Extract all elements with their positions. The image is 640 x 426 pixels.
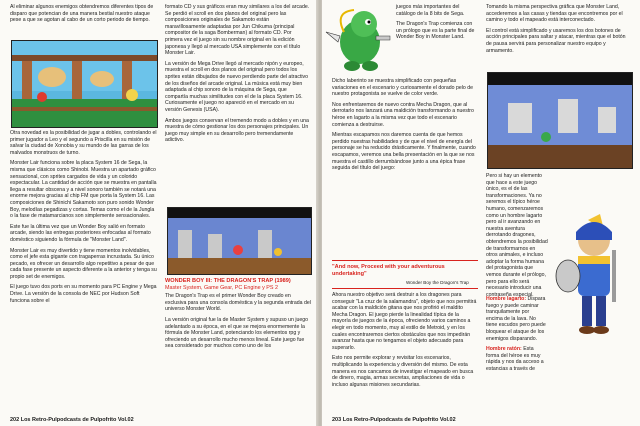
paragraph: formato CD y sus gráficos eran muy similares a los del arcade. Se perdió el scroll en dos planos del original pero las composiciones originales de Sakamoto están maravillosamente adaptadas por Jun Chikuma (principal compositor de la saga Bomberman) al formato CD. Por primera vez el juego sin su nombre original en la edición japonesa y llegó al mercado USA simplemente con el título Monster Lair. <box>165 4 310 57</box>
paragraph <box>486 346 546 372</box>
platforms-line: Master System, Game Gear, PC Engine y PS 2 <box>165 284 278 291</box>
highlight-text: Dispara fuego y puede caminar tranquilamente por encima de la lava. No tiene escudos pero puede bloquear el ataque de los enemigos disparando. <box>486 296 546 342</box>
paragraph: The Dragon's Trap es el primer Wonder Boy creado en exclusiva para una consola doméstica y la segunda entrada del universo Monster World. <box>165 293 311 313</box>
paragraph: Dicho laberinto se muestra simplificado con pequeñas variaciones en el escenario y curiosamente el dorado pelo de nuestro protagonista se vuelve de color verde. <box>332 78 474 98</box>
right-page <box>322 0 640 426</box>
paragraph: Monster Lair es muy divertido y tiene momentos inolvidables, como el jefe esta gigante con tragaperras incrustada. Su único pecado, es ofrecer un desarrollo algo repetitivo a pesar de que cada fase presente un aspecto diferente a la anterior y tenga su propio set de enemigos. <box>10 247 157 280</box>
paragraph: Pero si hay un elemento que hace a este juego único, es el de las transformaciones. Ya no seremos el típico héroe humano, comenzaremos como un hombre lagarto pero al ir avanzando en nuestra aventura derrotando dragones, obtendremos la posibilidad de transformarnos en otros animales, e incluso adoptar la forma humana del protagonista que vemos durante el prólogo, pero para ello será necesario introducir una contraseña especial. <box>486 173 548 298</box>
left-column-1 <box>10 4 158 28</box>
section-title: WONDER BOY III: THE DRAGON'S TRAP (1989) <box>165 278 291 284</box>
paragraph: El juego tuvo dos ports en su momento para PC Engine y Mega Drive. La versión de la consola de NEC por Hudson Soft funciona sobre el <box>10 284 157 304</box>
highlight-title: Hombre lagarto: <box>486 296 527 302</box>
right-column-2-body <box>486 173 548 302</box>
right-column-1-body <box>332 78 478 176</box>
highlight-text: Esta forma del héroe es muy rápida y nos da acceso a estancias a través de <box>486 346 544 372</box>
paragraph <box>486 296 546 342</box>
monster-lair-screenshot <box>11 40 158 128</box>
paragraph: Nos enfrentaremos de nuevo contra Mecha Dragon, que al derrotarlo nos lanzará una maldición transformando a nuestro héroe en lagarto a la misma vez que todo el escenario comienza a destruirse. <box>332 101 474 128</box>
divider <box>332 260 478 261</box>
paragraph: Ahora nuestro objetivo será destruir a los dragones para conseguir "La cruz de la salamandra", objeto que nos permitirá acabar con la maldición gitana que nos profirió el maldito Mecha Dragon. El juego pierde la linealidad típica de la mayoría de juegos de la época, ofreciendo varios caminos a elegir en todo momento, muy al estilo de Metroid, y en los cuales encontraremos ciertos obstáculos que nos impedirán avanzar hasta que no tengamos el objeto adecuado para superarlo. <box>332 292 477 351</box>
paragraph: Al eliminar algunos enemigos obtendremos diferentes tipos de disparo que potencian de una manera bestial nuestro ataque pese a que se agotan al cabo de un corto periodo de tiempo. <box>10 4 154 24</box>
right-column-2 <box>486 4 632 58</box>
paragraph: La versión de Mega Drive llegó al mercado nipón y europeo, muestra el scroll en dos planos del original pero todos los sprites están dibujados de nuevo perdiendo parte del atractivo de los diseños del arcade original. La música está muy bien adaptada al chip sonoro de la máquina de Sega, que compartía muchas similitudes con el de la placa System 16. Curiosamente el juego no apareció en el mercado en su versión Genesis (USA). <box>165 60 309 113</box>
page-footer: 202 Los Retro-Pulpodcasts de Pulpofrito Vol.02 <box>10 417 134 423</box>
dragons-trap-screenshot <box>167 207 312 275</box>
paragraph: Ambos juegos conservan el tremendo modo a dobles y en una muestra de cómo gestionar los dos personajes principales. Un juego muy simple en su desarrollo pero tremendamente adictivo. <box>165 117 309 144</box>
lizard-man-character-art <box>324 2 394 74</box>
paragraph: Monster Lair funciona sobre la placa System 16 de Sega, la misma que clásicos como Shinobi. Muestra un apartado gráfico sensacional, con sprites cargados de vida y un colorido espectacular. La cantidad de acción que se muestra en pantalla llega a resultar obscena y a nivel sonoro también se notará una enorme mejora gracias al chip FM que porta la System 16. Las composiciones de Shinichi Sakamoto son puro sonido Wonder Boy, melodías pegadizas y cortas. Temas como el de la Jungla o la fase de matamarcianos son simplemente sensacionales. <box>10 160 157 220</box>
divider <box>332 288 478 289</box>
paragraph: The Dragon's Trap comienza con un prólogo que es la parte final de Wonder Boy in Monster Land. <box>396 21 475 41</box>
paragraph: El control está simplificado y usaremos los dos botones de acción principales para saltar y atacar, mientras que el botón de pausa servirá para personalizar nuestro equipo y armamento. <box>486 27 626 54</box>
paragraph: Este fue la última vez que un Wonder Boy salió en formato arcade, siendo las entregas posteriores enfocadas al formato doméstico siguiendo la fórmula de "Monster Land". <box>10 223 151 243</box>
highlight-title: Hombre ratón: <box>486 346 522 353</box>
right-column-2-lower <box>486 296 546 377</box>
paragraph: La versión original fue la de Master System y supuso un juego adelantado a su época, en el que se mejora enormemente la fórmula de Monster Land, potenciando los elementos rpg y ofreciendo un desarrollo mucho menos lineal. Este juego fue sea considerado por muchos como uno de los <box>165 316 309 350</box>
paragraph: Esto nos permite explorar y revisitar los escenarios, multiplicando la experiencia y diversión del mismo. De esta manera es nos cancamos de investigar el mapeado en busca de dinero, magia, armas secretas, ampliaciones de vida o incluso algunas misiones secundarias. <box>332 355 474 388</box>
right-column-1-lower <box>332 292 478 392</box>
left-column-2-body <box>165 278 313 354</box>
game-scene-image <box>168 208 311 274</box>
paragraph: Otra novedad es la posibilidad de jugar a dobles, controlando el primer jugador a Leo y el segundo a Priscilla en su misión de salvar la ciudad de Xonobia y su mundo de las garras de los malvados monstruos de turno. <box>10 130 157 156</box>
game-scene-image <box>12 41 157 127</box>
left-column-1-body <box>10 130 158 308</box>
paragraph-text: juegos más importantes del catálogo de la 8 bits de Sega. <box>396 4 465 17</box>
right-column-1-top <box>396 4 476 45</box>
knight-character-art <box>548 210 636 340</box>
quote-source: Wonder Boy the Dragon's Trap <box>406 280 469 285</box>
left-page <box>0 0 318 426</box>
paragraph: Tomando la misma perspectiva gráfica que Monster Land, accederemos a las casas y tiendas que encontremos por el camino y todo el mapeado está interconectado. <box>486 4 623 24</box>
paragraph <box>396 4 476 17</box>
paragraph: Mientras escapamos nos daremos cuenta de que hemos perdido nuestras habilidades y de que el nivel de energía del personaje se ha reducido drásticamente. Y finalmente, cuando escapamos, veremos una bella presentación en la que se nos muestra el castillo derrumbándose junto a una épica frase seguida del título del juego: <box>332 132 476 172</box>
dragons-trap-screenshot-2 <box>487 72 633 169</box>
left-column-2 <box>165 4 310 148</box>
game-scene-image <box>488 73 632 168</box>
pull-quote: "And now, Proceed with your adventurous undertaking" <box>332 264 445 277</box>
page-footer: 203 Los Retro-Pulpodcasts de Pulpofrito Vol.02 <box>332 417 456 423</box>
